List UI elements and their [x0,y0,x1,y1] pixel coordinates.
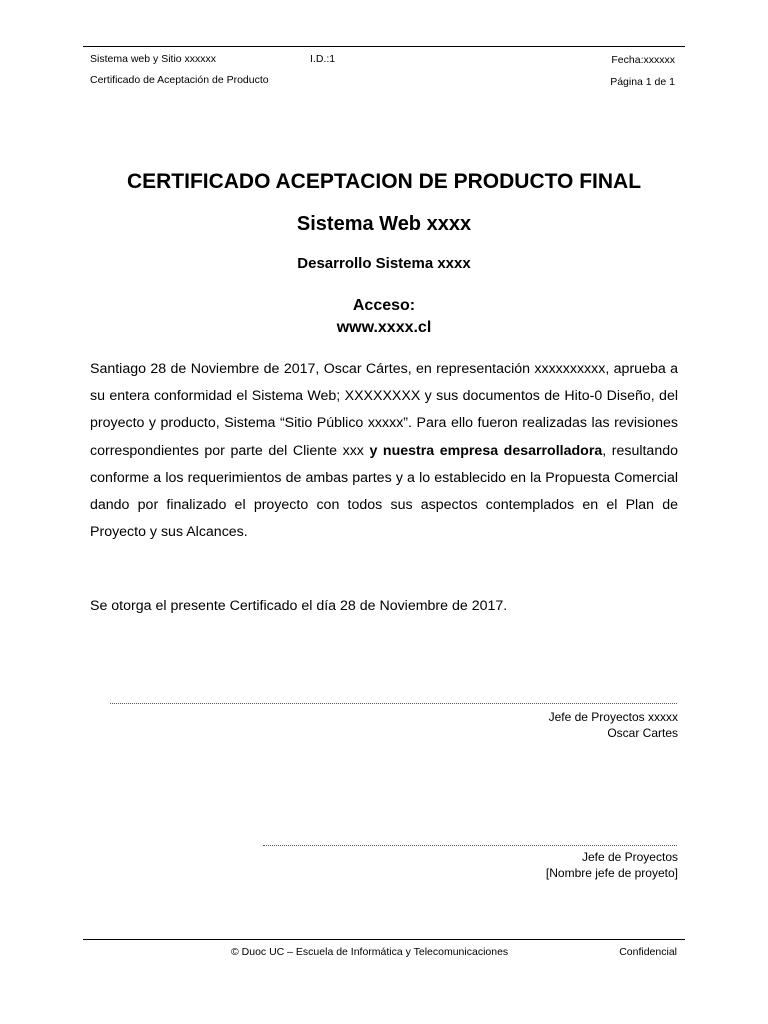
header-certificate: Certificado de Aceptación de Producto [90,74,269,86]
system-title: Sistema Web xxxx [296,213,472,235]
footer-copyright: © Duoc UC – Escuela de Informática y Telecomunicaciones [231,946,509,958]
body-text-bold: y nuestra empresa desarrolladora [369,442,603,459]
grant-statement: Se otorga el presente Certificado el día 28 de Noviembre de 2017. [90,598,508,614]
signature-role: Jefe de Proyectos xxxxx [548,710,678,724]
signature-line-2 [263,845,677,846]
document-title: CERTIFICADO ACEPTACION DE PRODUCTO FINAL [126,170,642,193]
access-label: Acceso: [352,297,416,314]
signature-name: Oscar Cartes [607,725,678,740]
development-title: Desarrollo Sistema xxxx [297,255,471,272]
footer-rule [83,939,685,940]
access-block [0,295,768,339]
signature-line-1 [110,703,677,704]
signature-name: [Nombre jefe de proyeto] [545,865,678,880]
signature-block-2 [546,850,678,881]
body-paragraph [90,356,678,546]
access-url: www.xxxx.cl [336,319,432,336]
signature-role: Jefe de Proyectos [581,850,678,864]
header-rule [83,46,685,47]
body-text-part2: , resultando conforme a los requerimientos de ambas partes y a lo establecido en la Propuesta Comercial dando por finalizado el proyecto con todos sus aspectos contemplados en el Plan de Proyecto y sus Alcances. [90,442,678,541]
header-date: Fecha:xxxxxx [611,54,675,66]
header-page-number: Página 1 de 1 [610,76,675,88]
header-system: Sistema web y Sitio xxxxxx [90,53,217,65]
signature-block-1 [549,710,678,741]
header-id: I.D.:1 [310,53,336,65]
body-text-part1: Santiago 28 de Noviembre de 2017, Oscar Cártes, en representación xxxxxxxxxx, aprueba a su entera conformidad el Sistema Web; XXXXXXXX y sus documentos de Hito-0 Diseño, del proyecto y producto, Sistema “Sitio Público xxxxx”. Para ello fueron realizadas las revisiones correspondientes por parte del Cliente xxx [90,361,678,459]
footer-confidential: Confidencial [619,946,677,958]
